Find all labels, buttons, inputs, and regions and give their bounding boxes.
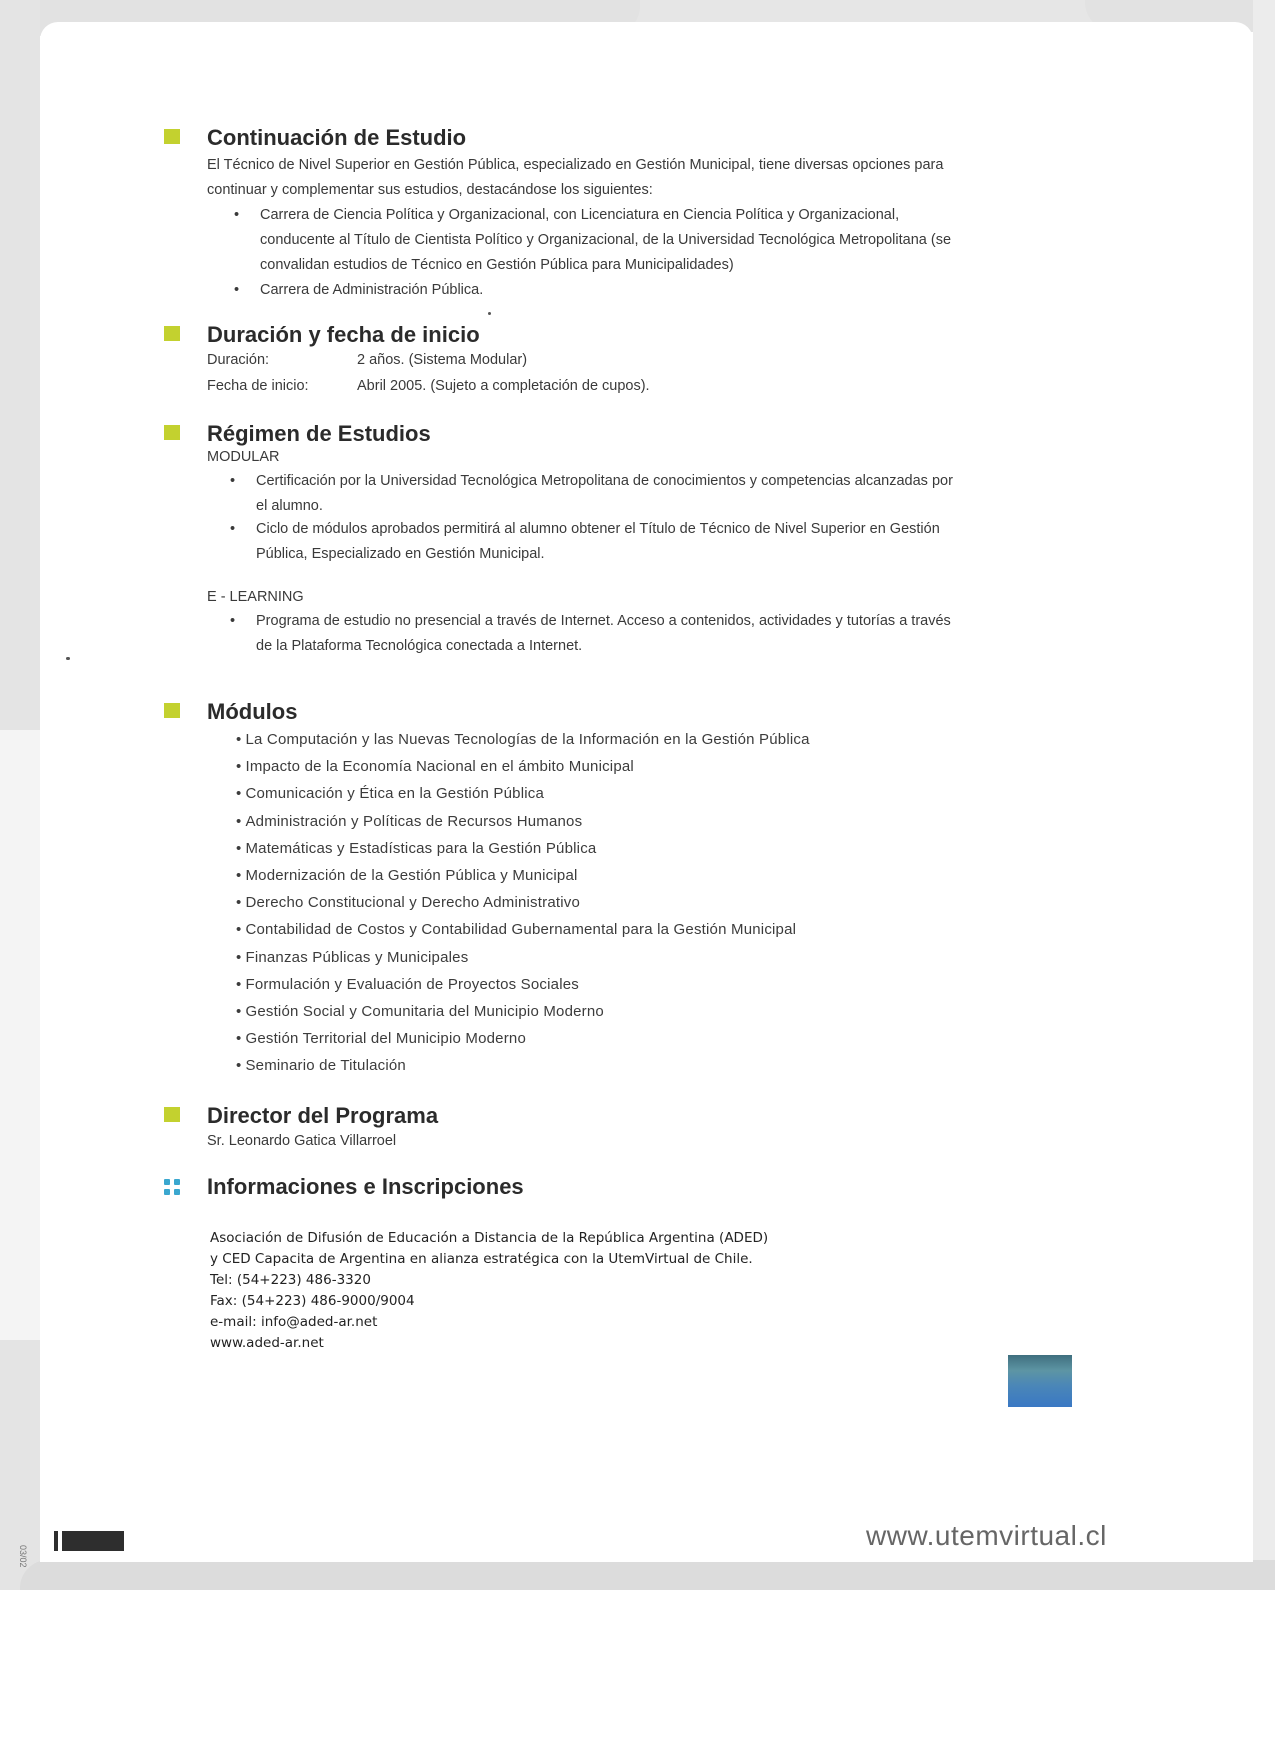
section-title: Director del Programa (207, 1103, 439, 1128)
module-item: • La Computación y las Nuevas Tecnologías de la Información en la Gestión Pública (236, 731, 810, 758)
footer-code: 03/02 (18, 1545, 28, 1568)
decorative-photo (1008, 1355, 1072, 1407)
module-item: • Formulación y Evaluación de Proyectos Sociales (236, 976, 810, 1003)
bullet-dot: • (230, 473, 236, 489)
modular-label: MODULAR (207, 449, 280, 465)
section-intro: El Técnico de Nivel Superior en Gestión Pública, especializado en Gestión Municipal, tiene diversas opciones para continuar y complementar sus estudios, destacándose los siguientes: (207, 157, 944, 198)
scan-speck (66, 657, 70, 660)
section-title: Módulos (207, 699, 298, 724)
module-item: • Matemáticas y Estadísticas para la Gestión Pública (236, 840, 810, 867)
contact-org-line: Asociación de Difusión de Educación a Distancia de la República Argentina (ADED) (210, 1230, 769, 1246)
contact-fax: Fax: (54+223) 486-9000/9004 (210, 1293, 415, 1309)
modulos-list (236, 731, 810, 1084)
section-title: Informaciones e Inscripciones (207, 1174, 524, 1199)
module-item: • Gestión Social y Comunitaria del Municipio Moderno (236, 1003, 810, 1030)
section-title: Continuación de Estudio (207, 125, 467, 150)
section-marker-square (164, 326, 180, 341)
elearning-label: E - LEARNING (207, 589, 304, 605)
list-item-text: Carrera de Ciencia Política y Organizacional, con Licenciatura en Ciencia Política y Organizacional, conducente al Título de Cientista Político y Organizacional, de la Universidad Tecnológica Metropolitana (se convalidan estudios de Técnico en Gestión Pública para Municipalidades) (260, 207, 952, 273)
section-marker-square (164, 703, 180, 718)
bullet-dot: • (230, 613, 236, 629)
section-marker-square (164, 425, 180, 440)
module-item: • Seminario de Titulación (236, 1057, 810, 1084)
continuacion-list (234, 203, 974, 303)
modular-list (230, 469, 960, 567)
scan-border-bottom (20, 1560, 1275, 1590)
scan-border-right (1253, 0, 1275, 1590)
contact-org-line: y CED Capacita de Argentina en alianza estratégica con la UtemVirtual de Chile. (210, 1251, 753, 1267)
dots-icon (164, 1179, 182, 1197)
list-item-text: Programa de estudio no presencial a través de Internet. Acceso a contenidos, actividades y tutorías a través de la Plataforma Tecnológica conectada a Internet. (256, 613, 951, 654)
footer-bar-tick (54, 1531, 58, 1551)
section-title: Régimen de Estudios (207, 421, 431, 446)
contact-phone: Tel: (54+223) 486-3320 (210, 1272, 371, 1288)
list-item (234, 278, 974, 303)
scan-speck (488, 312, 491, 315)
contact-email: e-mail: info@aded-ar.net (210, 1314, 378, 1330)
contact-block (210, 1228, 768, 1354)
module-item: • Comunicación y Ética en la Gestión Pública (236, 785, 810, 812)
elearning-list (230, 609, 960, 659)
fecha-inicio-row (207, 378, 650, 394)
list-item (230, 517, 960, 567)
scan-border-left-fade (0, 730, 40, 1340)
contact-website: www.aded-ar.net (210, 1335, 324, 1351)
bullet-dot: • (230, 521, 236, 537)
footer-url: www.utemvirtual.cl (866, 1520, 1107, 1551)
row-label: Duración: (207, 352, 270, 368)
module-item: • Modernización de la Gestión Pública y Municipal (236, 867, 810, 894)
footer-bar (62, 1531, 124, 1551)
list-item-text: Carrera de Administración Pública. (260, 282, 484, 298)
duracion-row (207, 352, 527, 368)
module-item: • Administración y Políticas de Recursos Humanos (236, 813, 810, 840)
list-item (230, 469, 960, 519)
row-value: Abril 2005. (Sujeto a completación de cupos). (357, 378, 650, 394)
module-item: • Finanzas Públicas y Municipales (236, 949, 810, 976)
module-item: • Gestión Territorial del Municipio Moderno (236, 1030, 810, 1057)
row-value: 2 años. (Sistema Modular) (357, 352, 528, 368)
module-item: • Impacto de la Economía Nacional en el ámbito Municipal (236, 758, 810, 785)
bullet-dot: • (234, 207, 240, 223)
row-label: Fecha de inicio: (207, 378, 309, 394)
list-item (234, 203, 974, 278)
bullet-dot: • (234, 282, 240, 298)
director-name: Sr. Leonardo Gatica Villarroel (207, 1133, 397, 1149)
section-marker-square (164, 129, 180, 144)
module-item: • Derecho Constitucional y Derecho Administrativo (236, 894, 810, 921)
section-title: Duración y fecha de inicio (207, 322, 480, 347)
list-item-text: Ciclo de módulos aprobados permitirá al alumno obtener el Título de Técnico de Nivel Superior en Gestión Pública, Especializado en Gestión Municipal. (256, 521, 940, 562)
section-marker-square (164, 1107, 180, 1122)
module-item: • Contabilidad de Costos y Contabilidad Gubernamental para la Gestión Municipal (236, 921, 810, 948)
list-item-text: Certificación por la Universidad Tecnológica Metropolitana de conocimientos y competencias alcanzadas por el alumno. (256, 473, 953, 514)
list-item (230, 609, 960, 659)
